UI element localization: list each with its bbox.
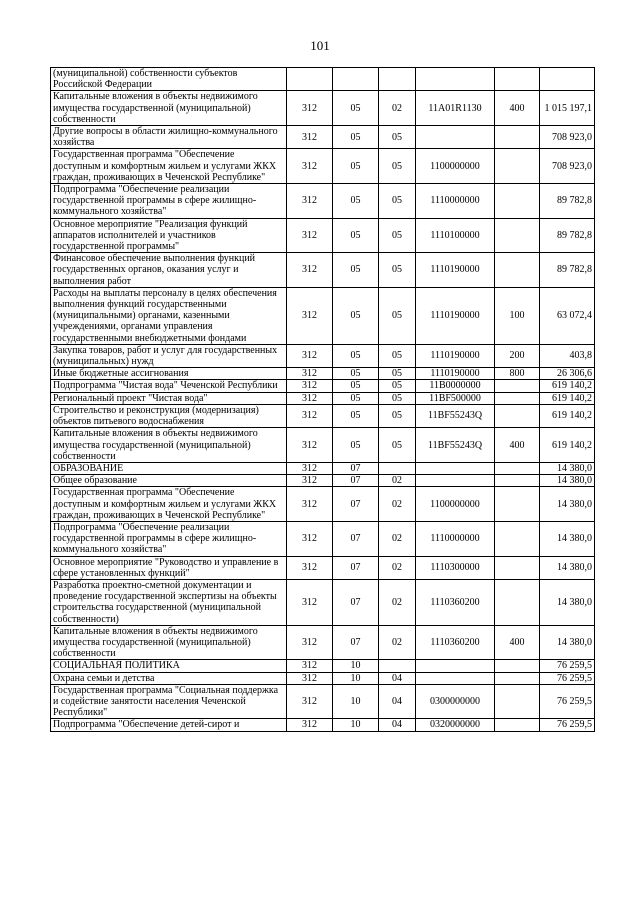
row-amount: 708 923,0: [540, 126, 595, 149]
row-expense-type: [495, 475, 540, 487]
row-name: Региональный проект "Чистая вода": [51, 392, 287, 404]
row-target-article: 1100000000: [416, 487, 495, 522]
row-name: Капитальные вложения в объекты недвижимого имущества государственной (муниципальной) собственности: [51, 91, 287, 126]
row-amount: 619 140,2: [540, 392, 595, 404]
row-expense-type: [495, 392, 540, 404]
row-target-article: 11ВF55243Q: [416, 404, 495, 427]
table-row: [51, 475, 595, 487]
row-expense-type: 100: [495, 287, 540, 344]
row-ministry-code: 312: [287, 287, 333, 344]
row-name: Иные бюджетные ассигнования: [51, 368, 287, 380]
row-section-code: 07: [333, 521, 379, 556]
row-ministry-code: 312: [287, 556, 333, 579]
table-row: [51, 184, 595, 219]
row-name: Подпрограмма "Обеспечение реализации государственной программы в сфере жилищно-коммунального хозяйства": [51, 184, 287, 219]
row-expense-type: [495, 487, 540, 522]
row-name: Подпрограмма "Обеспечение реализации государственной программы в сфере жилищно-коммунального хозяйства": [51, 521, 287, 556]
row-section-code: [333, 68, 379, 91]
table-row: [51, 218, 595, 253]
row-section-code: 10: [333, 660, 379, 672]
row-subsection-code: 05: [379, 218, 416, 253]
row-target-article: 1110000000: [416, 184, 495, 219]
row-amount: 89 782,8: [540, 253, 595, 288]
row-section-code: 05: [333, 368, 379, 380]
row-amount: 14 380,0: [540, 579, 595, 625]
row-ministry-code: 312: [287, 404, 333, 427]
page-number: 101: [310, 38, 330, 53]
row-section-code: 05: [333, 91, 379, 126]
row-expense-type: [495, 556, 540, 579]
row-ministry-code: 312: [287, 91, 333, 126]
row-target-article: 1110000000: [416, 521, 495, 556]
row-expense-type: 400: [495, 91, 540, 126]
row-section-code: 07: [333, 556, 379, 579]
row-name: Общее образование: [51, 475, 287, 487]
row-subsection-code: 05: [379, 392, 416, 404]
row-subsection-code: 05: [379, 404, 416, 427]
row-amount: 63 072,4: [540, 287, 595, 344]
table-row: [51, 368, 595, 380]
row-ministry-code: 312: [287, 253, 333, 288]
row-name: (муниципальной) собственности субъектов Российской Федерации: [51, 68, 287, 91]
row-subsection-code: [379, 462, 416, 474]
table-row: [51, 672, 595, 684]
row-section-code: 07: [333, 625, 379, 660]
row-target-article: [416, 68, 495, 91]
row-name: СОЦИАЛЬНАЯ ПОЛИТИКА: [51, 660, 287, 672]
row-section-code: 07: [333, 475, 379, 487]
row-expense-type: [495, 253, 540, 288]
table-row: [51, 521, 595, 556]
row-section-code: 07: [333, 487, 379, 522]
budget-table: [50, 67, 595, 732]
row-name: Расходы на выплаты персоналу в целях обеспечения выполнения функций государственными (муниципальными) органами, казенными учреждениями, органами управления государственными внебюджетными фондами: [51, 287, 287, 344]
table-row: [51, 149, 595, 184]
row-name: Государственная программа "Социальная поддержка и содействие занятости населения Чеченской Республики": [51, 684, 287, 719]
table-row: [51, 684, 595, 719]
row-subsection-code: 05: [379, 184, 416, 219]
row-name: Подпрограмма "Чистая вода" Чеченской Республики: [51, 380, 287, 392]
row-amount: 14 380,0: [540, 625, 595, 660]
row-amount: 619 140,2: [540, 428, 595, 463]
row-expense-type: 200: [495, 344, 540, 367]
row-ministry-code: 312: [287, 368, 333, 380]
row-expense-type: [495, 68, 540, 91]
row-amount: 26 306,6: [540, 368, 595, 380]
row-ministry-code: 312: [287, 672, 333, 684]
row-subsection-code: 02: [379, 475, 416, 487]
row-name: Капитальные вложения в объекты недвижимого имущества государственной (муниципальной) собственности: [51, 625, 287, 660]
row-ministry-code: 312: [287, 126, 333, 149]
row-section-code: 05: [333, 287, 379, 344]
row-amount: [540, 68, 595, 91]
row-amount: 76 259,5: [540, 660, 595, 672]
row-name: Разработка проектно-сметной документации и проведение государственной экспертизы на объекты строительства государственной (муниципальной собственности): [51, 579, 287, 625]
row-expense-type: [495, 672, 540, 684]
row-section-code: 10: [333, 684, 379, 719]
row-section-code: 05: [333, 126, 379, 149]
row-subsection-code: 05: [379, 287, 416, 344]
row-subsection-code: [379, 68, 416, 91]
row-ministry-code: 312: [287, 660, 333, 672]
row-subsection-code: 05: [379, 149, 416, 184]
row-ministry-code: [287, 68, 333, 91]
row-amount: 76 259,5: [540, 719, 595, 731]
row-target-article: 11ВF500000: [416, 392, 495, 404]
row-expense-type: [495, 684, 540, 719]
row-target-article: 1110100000: [416, 218, 495, 253]
row-section-code: 05: [333, 149, 379, 184]
row-ministry-code: 312: [287, 719, 333, 731]
row-target-article: 1110190000: [416, 253, 495, 288]
row-ministry-code: 312: [287, 684, 333, 719]
budget-table-body: [51, 68, 595, 732]
row-ministry-code: 312: [287, 428, 333, 463]
row-amount: 76 259,5: [540, 672, 595, 684]
row-target-article: [416, 126, 495, 149]
row-name: Подпрограмма "Обеспечение детей-сирот и: [51, 719, 287, 731]
row-name: Капитальные вложения в объекты недвижимого имущества государственной (муниципальной) собственности: [51, 428, 287, 463]
row-section-code: 05: [333, 184, 379, 219]
row-subsection-code: 05: [379, 428, 416, 463]
row-name: Государственная программа "Обеспечение доступным и комфортным жильем и услугами ЖКХ граждан, проживающих в Чеченской Республике": [51, 487, 287, 522]
row-name: Основное мероприятие "Реализация функций аппаратов исполнителей и участников государственной программы": [51, 218, 287, 253]
row-amount: 1 015 197,1: [540, 91, 595, 126]
table-row: [51, 68, 595, 91]
row-ministry-code: 312: [287, 462, 333, 474]
table-row: [51, 625, 595, 660]
row-section-code: 07: [333, 462, 379, 474]
row-section-code: 05: [333, 428, 379, 463]
row-target-article: 1110360200: [416, 579, 495, 625]
row-name: Охрана семьи и детства: [51, 672, 287, 684]
row-amount: 14 380,0: [540, 462, 595, 474]
row-expense-type: 400: [495, 625, 540, 660]
row-expense-type: [495, 184, 540, 219]
row-amount: 14 380,0: [540, 475, 595, 487]
row-target-article: 1110300000: [416, 556, 495, 579]
row-amount: 619 140,2: [540, 404, 595, 427]
row-expense-type: [495, 521, 540, 556]
row-name: ОБРАЗОВАНИЕ: [51, 462, 287, 474]
row-target-article: [416, 672, 495, 684]
row-subsection-code: 02: [379, 91, 416, 126]
row-subsection-code: 02: [379, 487, 416, 522]
row-expense-type: [495, 126, 540, 149]
row-section-code: 05: [333, 253, 379, 288]
row-section-code: 10: [333, 672, 379, 684]
row-target-article: [416, 462, 495, 474]
row-subsection-code: 04: [379, 719, 416, 731]
row-subsection-code: 02: [379, 579, 416, 625]
row-name: Финансовое обеспечение выполнения функций государственных органов, оказания услуг и выполнения работ: [51, 253, 287, 288]
row-expense-type: [495, 462, 540, 474]
row-ministry-code: 312: [287, 487, 333, 522]
row-ministry-code: 312: [287, 184, 333, 219]
row-subsection-code: 02: [379, 521, 416, 556]
row-ministry-code: 312: [287, 392, 333, 404]
row-ministry-code: 312: [287, 344, 333, 367]
table-row: [51, 556, 595, 579]
row-amount: 619 140,2: [540, 380, 595, 392]
table-row: [51, 462, 595, 474]
row-name: Государственная программа "Обеспечение доступным и комфортным жильем и услугами ЖКХ граждан, проживающих в Чеченской Республике": [51, 149, 287, 184]
row-subsection-code: 05: [379, 344, 416, 367]
row-ministry-code: 312: [287, 475, 333, 487]
row-expense-type: [495, 149, 540, 184]
row-amount: 708 923,0: [540, 149, 595, 184]
row-section-code: 05: [333, 404, 379, 427]
table-row: [51, 344, 595, 367]
row-ministry-code: 312: [287, 218, 333, 253]
row-target-article: 1110190000: [416, 344, 495, 367]
row-subsection-code: 02: [379, 625, 416, 660]
row-amount: 89 782,8: [540, 184, 595, 219]
row-amount: 14 380,0: [540, 556, 595, 579]
table-row: [51, 579, 595, 625]
table-row: [51, 91, 595, 126]
row-ministry-code: 312: [287, 149, 333, 184]
row-expense-type: [495, 404, 540, 427]
row-expense-type: [495, 218, 540, 253]
table-row: [51, 253, 595, 288]
row-amount: 403,8: [540, 344, 595, 367]
row-target-article: 1110190000: [416, 287, 495, 344]
row-subsection-code: [379, 660, 416, 672]
table-row: [51, 392, 595, 404]
row-amount: 89 782,8: [540, 218, 595, 253]
row-amount: 14 380,0: [540, 521, 595, 556]
table-row: [51, 487, 595, 522]
row-expense-type: [495, 579, 540, 625]
row-target-article: 11ВF55243Q: [416, 428, 495, 463]
row-subsection-code: 05: [379, 253, 416, 288]
row-target-article: 1110190000: [416, 368, 495, 380]
table-row: [51, 380, 595, 392]
row-amount: 76 259,5: [540, 684, 595, 719]
row-expense-type: [495, 719, 540, 731]
row-expense-type: [495, 660, 540, 672]
row-ministry-code: 312: [287, 579, 333, 625]
row-section-code: 05: [333, 344, 379, 367]
row-section-code: 05: [333, 218, 379, 253]
row-amount: 14 380,0: [540, 487, 595, 522]
row-target-article: 0320000000: [416, 719, 495, 731]
row-subsection-code: 05: [379, 368, 416, 380]
table-row: [51, 428, 595, 463]
row-ministry-code: 312: [287, 625, 333, 660]
row-ministry-code: 312: [287, 521, 333, 556]
row-section-code: 07: [333, 579, 379, 625]
table-row: [51, 719, 595, 731]
row-target-article: [416, 475, 495, 487]
row-expense-type: 400: [495, 428, 540, 463]
row-name: Другие вопросы в области жилищно-коммунального хозяйства: [51, 126, 287, 149]
table-row: [51, 126, 595, 149]
row-section-code: 05: [333, 380, 379, 392]
row-expense-type: 800: [495, 368, 540, 380]
row-subsection-code: 05: [379, 126, 416, 149]
row-subsection-code: 05: [379, 380, 416, 392]
table-row: [51, 660, 595, 672]
row-target-article: 0300000000: [416, 684, 495, 719]
table-row: [51, 287, 595, 344]
row-subsection-code: 02: [379, 556, 416, 579]
table-row: [51, 404, 595, 427]
row-section-code: 05: [333, 392, 379, 404]
row-ministry-code: 312: [287, 380, 333, 392]
row-name: Закупка товаров, работ и услуг для государственных (муниципальных) нужд: [51, 344, 287, 367]
row-target-article: 1110360200: [416, 625, 495, 660]
row-subsection-code: 04: [379, 672, 416, 684]
row-target-article: [416, 660, 495, 672]
row-subsection-code: 04: [379, 684, 416, 719]
row-name: Основное мероприятие "Руководство и управление в сфере установленных функций": [51, 556, 287, 579]
row-target-article: 1100000000: [416, 149, 495, 184]
row-target-article: 11В0000000: [416, 380, 495, 392]
row-section-code: 10: [333, 719, 379, 731]
row-name: Строительство и реконструкция (модернизация) объектов питьевого водоснабжения: [51, 404, 287, 427]
row-expense-type: [495, 380, 540, 392]
row-target-article: 11A01R1130: [416, 91, 495, 126]
